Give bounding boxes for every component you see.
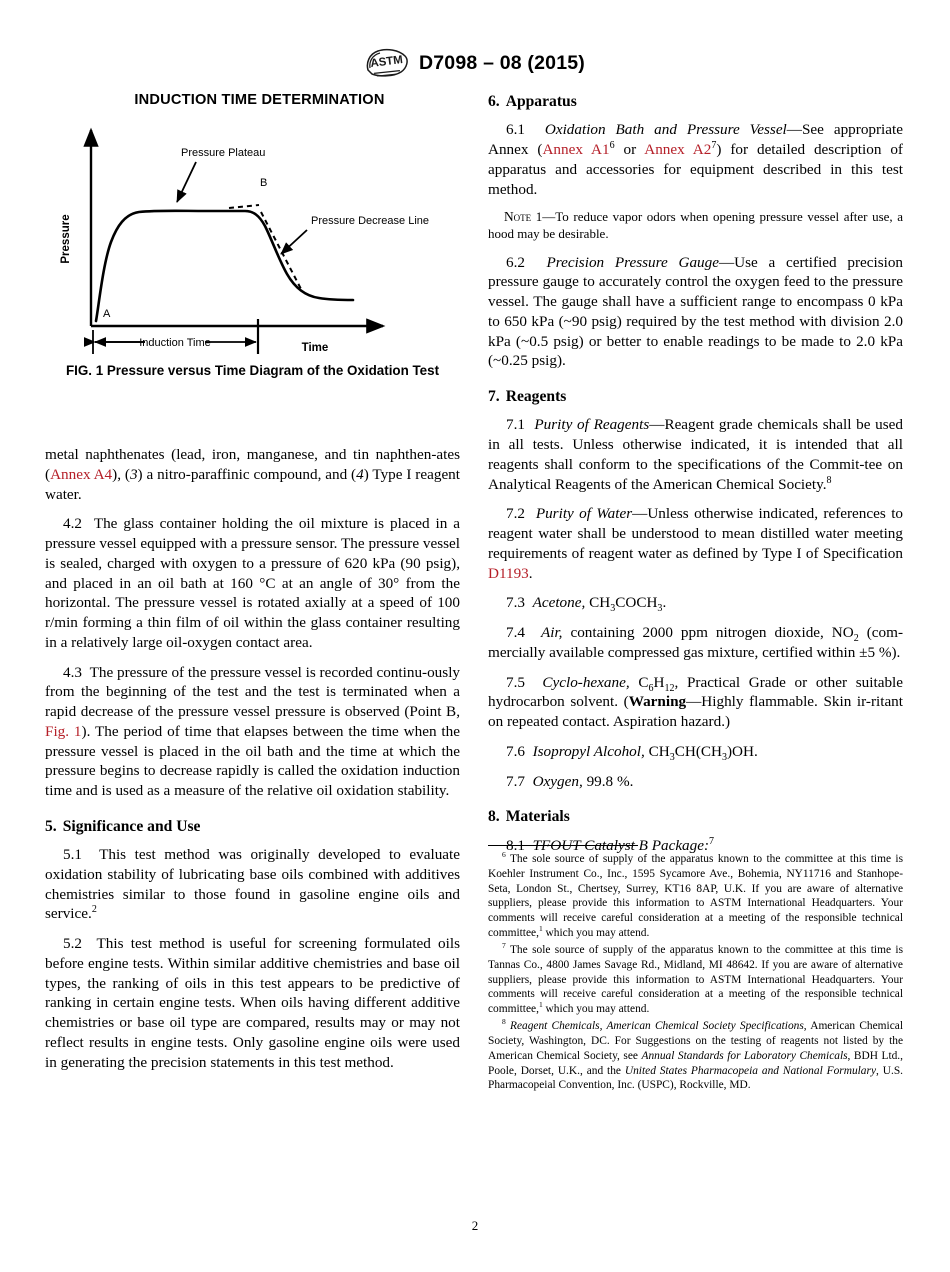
- annotation-induction-time: Induction Time: [138, 337, 211, 349]
- figure-1: [45, 92, 460, 378]
- standard-designation: D7098 – 08 (2015): [418, 51, 586, 74]
- section-heading-8: 8. Materials: [488, 808, 570, 826]
- paragraph-4-1-continued: metal naphthenates (lead, iron, manganese, and tin naphthen-ates (Annex A4), (3) a nitro-paraffinic compound, and (4) Type I reagent water.: [45, 446, 460, 503]
- footnote-ref-7b[interactable]: 7: [709, 835, 715, 847]
- paragraph-7-2: 7.2 Purity of Water—Unless otherwise indicated, references to reagent water shall be understood to mean distilled water meeting requirements of reagent water as defined by Type I of Specification D1193.: [488, 505, 904, 582]
- footnote-6: $^6$ The sole source of supply of the apparatus known to the committee at this time is Koehler Instrument Co., Inc., 1595 Sycamore Ave., Bohemia, NY11716 and Stanhope-Seta, London St., Chertsey, Surrey, KT16 8AP, U.K. If you are aware of alternative suppliers, please provide this information to ASTM International Headquarters. Your comments will receive careful consideration at a meeting of the responsible technical committee,$^1$ which you may attend.: [488, 850, 903, 940]
- annotation-pressure-plateau: Pressure Plateau: [180, 147, 265, 159]
- formula-isopropyl-alcohol: $CH_3CH(CH_3)OH$.: [648, 742, 758, 763]
- page-header: [0, 48, 950, 78]
- footnote-ref-8[interactable]: 8: [826, 474, 832, 486]
- link-d1193[interactable]: D1193: [488, 564, 529, 582]
- paragraph-5-1: 5.1 This test method was originally developed to evaluate oxidation stability of lubricating base oils combined with additives chemistries similar to those found in gasoline engine oils and service.$^2$: [45, 846, 461, 923]
- footnote-ref-7[interactable]: 7: [711, 139, 717, 151]
- paragraph-7-1: 7.1 Purity of Reagents—Reagent grade chemicals shall be used in all tests. Unless otherwise indicated, it is intended that all reagents shall conform to the specifications of the Commit-tee on Analytical Reagents of the American Chemical Society.$^8$: [488, 416, 904, 493]
- footnotes-block: [488, 852, 903, 1095]
- footnote-8: $^8$ Reagent Chemicals, American Chemical Society Specifications, American Chemical Society, Washington, DC. For Suggestions on the testing of reagents not listed by the American Chemical Society, see Annual Standards for Laboratory Chemicals, BDH Ltd., Poole, Dorset, U.K., and the United States Pharmacopeia and National Formulary, U.S. Pharmacopeial Convention, Inc. (USPC), Rockville, MD.: [488, 1017, 904, 1092]
- astm-logo-icon: [365, 48, 409, 78]
- paragraph-7-4: 7.4 Air, containing 2000 ppm nitrogen dioxide, $NO_2$ (com-mercially available compressed gas mixture, certified within ±5 %).: [488, 624, 904, 661]
- paragraph-6-1: 6.1 Oxidation Bath and Pressure Vessel—See appropriate Annex (Annex $A1^6$ or Annex $A2^7$) for detailed description of apparatus and accessories for equipment described in this test method.: [488, 121, 903, 198]
- decrease-tangent-dashed: [261, 212, 301, 289]
- x-axis-label: Time: [301, 342, 328, 354]
- plateau-leader-line: [177, 162, 196, 202]
- footnote-separator: [488, 845, 638, 846]
- link-annex-a4[interactable]: Annex A4: [50, 465, 113, 483]
- paragraph-7-6: 7.6 Isopropyl Alcohol, $CH_3CH(CH_3)OH$.: [506, 742, 758, 763]
- paragraph-7-3: 7.3 Acetone, $CH_3COCH_3$.: [506, 594, 667, 615]
- link-fig-1[interactable]: Fig. 1: [45, 722, 82, 740]
- link-annex-a2[interactable]: Annex A2: [644, 141, 712, 159]
- link-annex-a1[interactable]: Annex A1: [542, 141, 610, 159]
- footnote-ref-6[interactable]: 6: [609, 139, 615, 151]
- svg-text:ASTM: ASTM: [369, 54, 404, 70]
- section-heading-5: 5. Significance and Use: [45, 817, 201, 835]
- annotation-point-a: A: [102, 308, 110, 320]
- figure-caption: FIG. 1 Pressure versus Time Diagram of the Oxidation Test: [65, 363, 440, 378]
- paragraph-7-5: 7.5 Cyclo-hexane, $C_6H_{12}$, Practical Grade or other suitable hydrocarbon solvent. (Warning—Highly flammable. Skin ir-ritant on repeated contact. Aspiration hazard.): [488, 673, 903, 731]
- annotation-pressure-decrease: Pressure Decrease Line: [310, 215, 429, 227]
- paragraph-4-3: 4.3 The pressure of the pressure vessel is recorded continu-ously from the beginning of the test and the test is terminated when a rapid decrease of the pressure vessel pressure is observed (Point B, Fig. 1). The period of time that elapses between the time when the pressure vessel is placed in the oil bath and the time at which the pressure begins to decrease rapidly is called the oxidation induction time and is used as a measure of the relative oil oxidation stability.: [45, 663, 461, 799]
- right-column: [488, 92, 903, 865]
- y-axis-label: Pressure: [59, 214, 72, 264]
- annotation-point-b: B: [259, 177, 267, 189]
- note-1: Note 1—To reduce vapor odors when opening pressure vessel after use, a hood may be desirable.: [488, 209, 904, 242]
- paragraph-5-2: 5.2 This test method is useful for screening formulated oils before engine tests. Within similar additive chemistries and base oil types, the ranking of oils in this test appears to be predictive of ranking in certain engine tests. When oils having different additive chemistries or base oil type are compared, results may or may not reflect results in engine tests. Only gasoline engine oils were used in generating the precision statements in this test method.: [45, 935, 460, 1071]
- section-heading-7: 7. Reagents: [488, 388, 567, 406]
- footnote-7: $^7$ The sole source of supply of the apparatus known to the committee at this time is Tannas Co., 4800 James Savage Rd., Midland, MI 48642. If you are aware of alternative suppliers, please provide this information to ASTM International Headquarters. Your comments will receive careful consideration at a meeting of the responsible technical committee,$^1$ which you may attend.: [488, 941, 903, 1016]
- paragraph-7-7: 7.7 Oxygen, 99.8 %.: [506, 772, 634, 790]
- decrease-leader-line: [281, 230, 307, 254]
- figure-chart: [53, 114, 453, 359]
- paragraph-4-2: 4.2 The glass container holding the oil mixture is placed in a pressure vessel equipped with a pressure sensor. The pressure vessel is sealed, charged with oxygen to a pressure of 620 kPa (90 psig), and placed in an oil bath at 160 °C at an angle of 30° from the horizontal. The pressure vessel is rotated axially at a speed of 100 r/min forming a thin film of oil within the glass container resulting in a relatively large oil-oxygen contact area.: [45, 515, 460, 651]
- footnote-ref-2[interactable]: 2: [91, 904, 97, 916]
- figure-title: INDUCTION TIME DETERMINATION: [134, 92, 385, 108]
- page-number: 2: [471, 1218, 479, 1233]
- plateau-tangent-dashed: [229, 205, 259, 208]
- formula-acetone: $CH_3COCH_3$.: [589, 594, 667, 615]
- left-column: [45, 445, 460, 1082]
- pressure-curve: [96, 211, 353, 321]
- paragraph-6-2: 6.2 Precision Pressure Gauge—Use a certified precision pressure gauge to accurately control the oxygen feed to the pressure vessel. The gauge shall have a sufficient range to encompass 0 kPa to 650 kPa (~90 psig) required by the test method with division 2.0 kPa (~0.5 psig) or better to enable readings to be made to 2.0 kPa (~0.25 psig).: [488, 253, 904, 370]
- paragraph-8-1: 8.1 TFOUT Catalyst B Package:$^7$: [506, 835, 715, 854]
- section-heading-6: 6. Apparatus: [488, 93, 577, 110]
